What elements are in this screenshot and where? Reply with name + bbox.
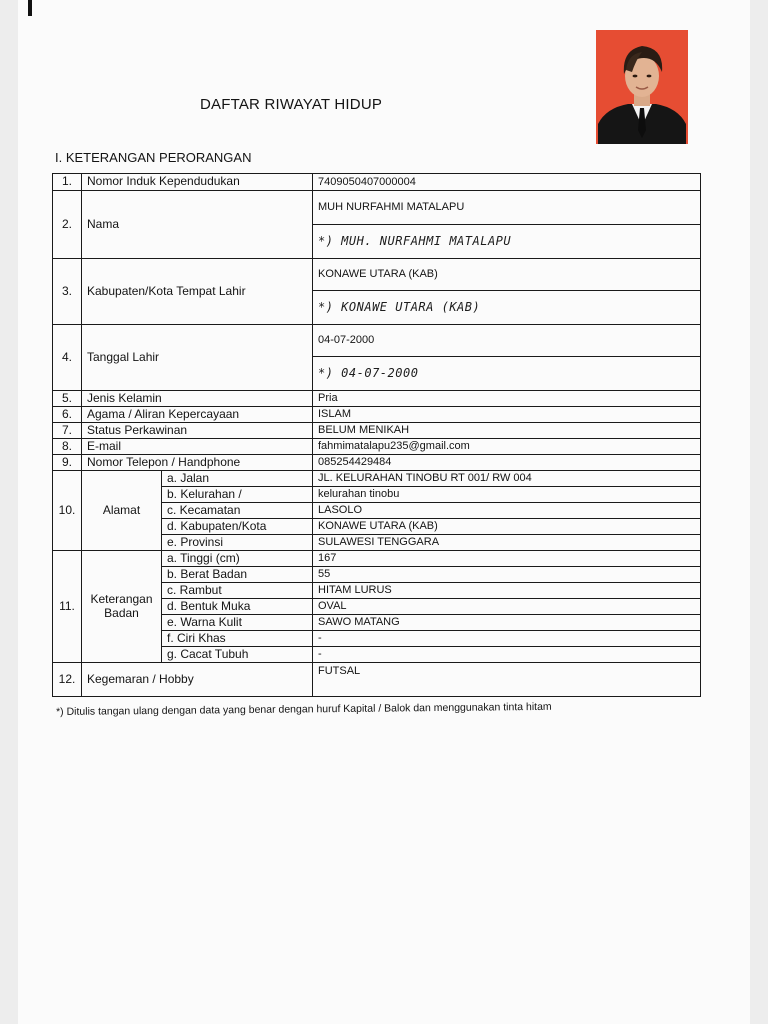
field-value: BELUM MENIKAH <box>313 423 701 439</box>
scan-corner-mark <box>28 0 32 16</box>
field-value: fahmimatalapu235@gmail.com <box>313 439 701 455</box>
sub-field-value: LASOLO <box>313 503 701 519</box>
sub-field-value: kelurahan tinobu <box>313 487 701 503</box>
row-number: 8. <box>53 439 82 455</box>
field-label: Jenis Kelamin <box>82 391 313 407</box>
row-number: 5. <box>53 391 82 407</box>
table-row <box>53 439 701 455</box>
footnote: *) Ditulis tangan ulang dengan data yang benar dengan huruf Kapital / Balok dan menggunakan tinta hitam <box>56 700 552 718</box>
table-row <box>53 455 701 471</box>
field-label: Status Perkawinan <box>82 423 313 439</box>
row-number: 3. <box>53 259 82 325</box>
field-value: ISLAM <box>313 407 701 423</box>
field-label: Kegemaran / Hobby <box>82 663 313 697</box>
sub-field-value: - <box>313 647 701 663</box>
sub-field-label: g. Cacat Tubuh <box>162 647 313 663</box>
sub-field-value: KONAWE UTARA (KAB) <box>313 519 701 535</box>
table-row <box>53 325 701 357</box>
sub-field-label: b. Kelurahan / <box>162 487 313 503</box>
field-label: E-mail <box>82 439 313 455</box>
row-number: 4. <box>53 325 82 391</box>
row-number: 1. <box>53 174 82 191</box>
sub-field-value: - <box>313 631 701 647</box>
field-value: MUH NURFAHMI MATALAPU <box>313 191 701 225</box>
document-title: DAFTAR RIWAYAT HIDUP <box>200 96 383 113</box>
row-number: 6. <box>53 407 82 423</box>
sub-field-label: d. Bentuk Muka <box>162 599 313 615</box>
table-row <box>53 259 701 291</box>
sub-field-label: e. Warna Kulit <box>162 615 313 631</box>
sub-field-value: 167 <box>313 551 701 567</box>
sub-field-value: 55 <box>313 567 701 583</box>
field-label: Nama <box>82 191 313 259</box>
sub-field-label: f. Ciri Khas <box>162 631 313 647</box>
field-label: Tanggal Lahir <box>82 325 313 391</box>
field-value: FUTSAL <box>313 663 701 697</box>
field-value: KONAWE UTARA (KAB) <box>313 259 701 291</box>
sub-field-label: a. Tinggi (cm) <box>162 551 313 567</box>
profile-photo-figure <box>596 30 688 144</box>
handwritten-value: *) KONAWE UTARA (KAB) <box>313 291 701 325</box>
sub-field-label: b. Berat Badan <box>162 567 313 583</box>
sub-field-label: c. Rambut <box>162 583 313 599</box>
field-value: Pria <box>313 391 701 407</box>
field-label: Agama / Aliran Kepercayaan <box>82 407 313 423</box>
sub-field-value: JL. KELURAHAN TINOBU RT 001/ RW 004 <box>313 471 701 487</box>
handwritten-value: *) 04-07-2000 <box>313 357 701 391</box>
table-row <box>53 663 701 697</box>
sub-field-label: d. Kabupaten/Kota <box>162 519 313 535</box>
sub-field-value: SAWO MATANG <box>313 615 701 631</box>
sub-field-value: SULAWESI TENGGARA <box>313 535 701 551</box>
field-label: Keterangan Badan <box>82 551 162 663</box>
personal-data-table <box>52 173 701 697</box>
sub-field-value: OVAL <box>313 599 701 615</box>
row-number: 12. <box>53 663 82 697</box>
table-row <box>53 423 701 439</box>
handwritten-value: *) MUH. NURFAHMI MATALAPU <box>313 225 701 259</box>
row-number: 10. <box>53 471 82 551</box>
section-heading: I. KETERANGAN PERORANGAN <box>55 150 252 165</box>
field-value: 7409050407000004 <box>313 174 701 191</box>
field-label: Nomor Induk Kependudukan <box>82 174 313 191</box>
table-row <box>53 174 701 191</box>
table-row <box>53 551 701 567</box>
sub-field-label: a. Jalan <box>162 471 313 487</box>
field-label: Kabupaten/Kota Tempat Lahir <box>82 259 313 325</box>
row-number: 9. <box>53 455 82 471</box>
sub-field-label: e. Provinsi <box>162 535 313 551</box>
table-row <box>53 407 701 423</box>
field-value: 085254429484 <box>313 455 701 471</box>
field-value: 04-07-2000 <box>313 325 701 357</box>
row-number: 7. <box>53 423 82 439</box>
field-label: Nomor Telepon / Handphone <box>82 455 313 471</box>
row-number: 2. <box>53 191 82 259</box>
field-label: Alamat <box>82 471 162 551</box>
table-row <box>53 191 701 225</box>
sub-field-label: c. Kecamatan <box>162 503 313 519</box>
profile-photo <box>596 30 688 144</box>
table-row <box>53 471 701 487</box>
table-row <box>53 391 701 407</box>
row-number: 11. <box>53 551 82 663</box>
sub-field-value: HITAM LURUS <box>313 583 701 599</box>
